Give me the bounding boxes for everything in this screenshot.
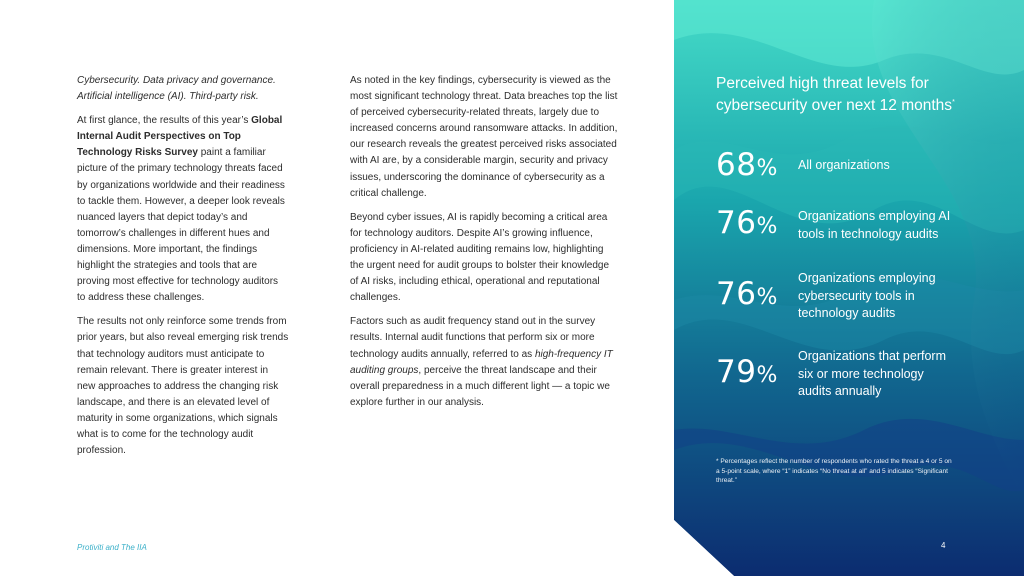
stat-label: Organizations employing AI tools in technology audits	[798, 209, 951, 241]
stat-label: Organizations that perform six or more technology audits annually	[798, 349, 946, 398]
footnote-marker: *	[952, 99, 955, 106]
survey-title: Global Internal Audit Perspectives on Top Technology Risks Survey	[77, 115, 283, 159]
stat-label: Organizations employing cybersecurity tools in technology audits	[798, 271, 936, 320]
stat-number: 79	[716, 354, 757, 390]
panel-footnote: * Percentages reflect the number of respondents who rated the threat a 4 or 5 on a 5-point scale, where “1” indicates “No threat at all” and 5 indicates “Significant threat.”	[716, 458, 952, 484]
stat-label: All organizations	[798, 158, 890, 172]
middle-paragraph-2: Beyond cyber issues, AI is rapidly becoming a critical area for technology auditors. Despite AI’s growing influence, proficiency in AI-related auditing remains low, highlighting the urgent need for audit groups to bolster their knowledge of AI risks, including ethical, operational and reputational challenges.	[350, 211, 610, 304]
middle-p3-text-end: , perceive the threat landscape and their overall preparedness in a much different light — a topic we explore further in our analysis.	[350, 364, 610, 408]
stat-unit: %	[756, 363, 778, 388]
left-p1-text: At first glance, the results of this year’s	[77, 115, 252, 127]
stat-unit: %	[756, 156, 778, 181]
left-p1-text-end: paint a familiar picture of the primary technology threats faced by organizations worldwide and their readiness to tackle them. However, a deeper look reveals nuanced layers that depict today’s and tomorrow’s challenges in different hues and dimensions. More important, the findings highlight the strategies and tools that are proving most effective for technology auditors to address these challenges.	[77, 147, 285, 304]
stat-unit: %	[756, 214, 778, 239]
stat-value	[716, 354, 778, 390]
left-text-column	[77, 73, 289, 467]
middle-p3-text: Factors such as audit frequency stand out in the survey results. Internal audit functions that perform six or more technology audits annually, referred to as	[350, 316, 596, 360]
middle-paragraph-1: As noted in the key findings, cybersecurity is viewed as the most significant technology threat. Data breaches top the list of perceived cybersecurity-related threats, largely due to increased concerns around ransomware attacks. In addition, our research reveals the greatest perceived risks associated with AI are, by a considerable margin, security and privacy issues, underscoring the dominance of cybersecurity as a critical challenge.	[350, 75, 618, 199]
stat-number: 68	[716, 147, 757, 183]
panel-title-text: Perceived high threat levels for cybersecurity over next 12 months	[716, 75, 953, 115]
stat-value	[716, 147, 778, 183]
middle-paragraph-3	[350, 314, 620, 411]
stat-unit: %	[756, 285, 778, 310]
panel-title	[716, 74, 996, 115]
stat-number: 76	[716, 276, 757, 312]
stat-number: 76	[716, 205, 757, 241]
footer-publisher: Protiviti and The IIA	[77, 543, 147, 552]
left-paragraph-1	[77, 113, 289, 306]
intro-topics: Cybersecurity. Data privacy and governance. Artificial intelligence (AI). Third-party risk.	[77, 75, 276, 103]
middle-text-column	[350, 73, 620, 419]
stat-value	[716, 205, 778, 241]
left-paragraph-2: The results not only reinforce some trends from prior years, but also reveal emerging risk trends that technology auditors must anticipate to remain relevant. There is greater interest in new approaches to address the changing risk landscape, and there is an elevated level of maturity in some organizations, which signals what is to come for the technology audit profession.	[77, 316, 289, 457]
stat-value	[716, 276, 778, 312]
page-number: 4	[941, 541, 946, 550]
high-frequency-term: high-frequency IT auditing groups	[350, 348, 613, 376]
